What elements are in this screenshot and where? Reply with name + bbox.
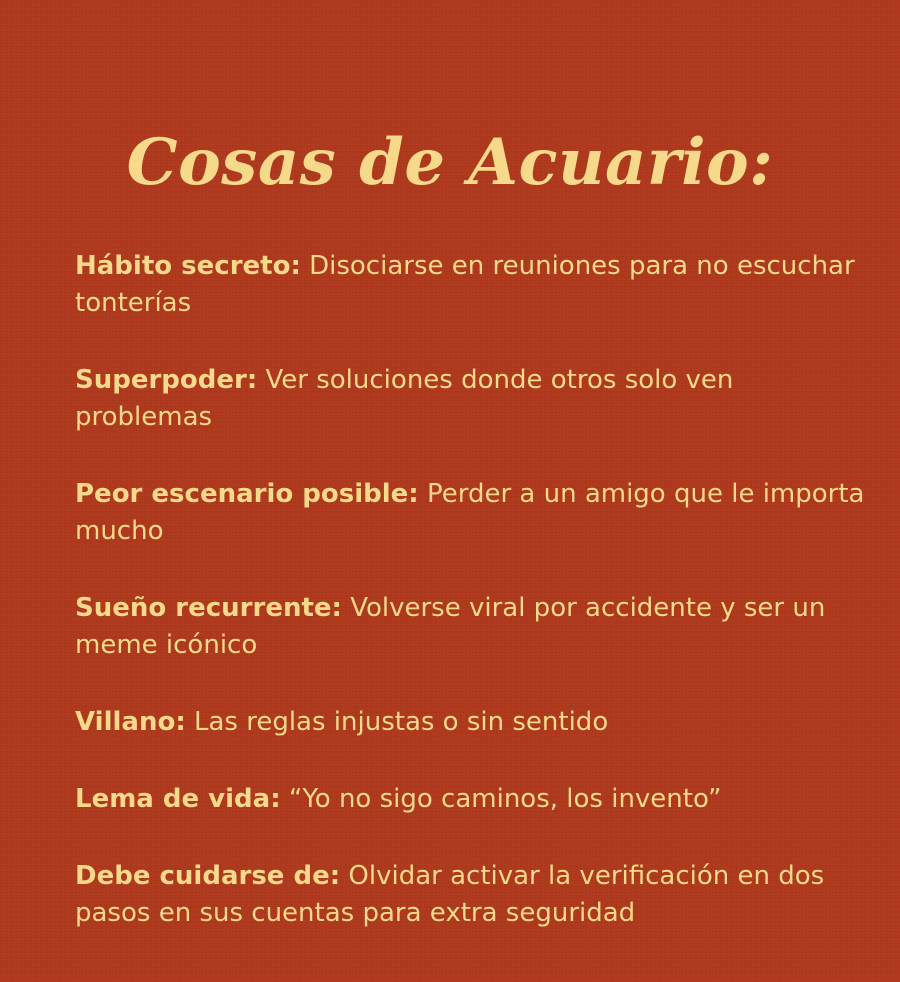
trait-label: Sueño recurrente: [75,593,342,623]
trait-label: Debe cuidarse de: [75,861,341,891]
trait-label: Superpoder: [75,365,258,395]
trait-villano [75,704,865,741]
page-title: Cosas de Acuario: [126,125,774,200]
trait-text: “Yo no sigo caminos, los invento” [288,784,722,814]
trait-text: Las reglas injustas o sin sentido [193,707,609,737]
trait-sueno-recurrente [75,590,865,664]
trait-label: Hábito secreto: [75,251,301,281]
trait-text: Disociarse en reuniones para no escuchar tonterías [75,251,855,318]
trait-superpoder [75,362,865,436]
trait-label: Lema de vida: [75,784,281,814]
trait-peor-escenario [75,476,865,550]
trait-label: Peor escenario posible: [75,479,419,509]
trait-text: Volverse viral por accidente y ser un meme icónico [75,593,826,660]
trait-text: Olvidar activar la verificación en dos pasos en sus cuentas para extra seguridad [75,861,825,928]
trait-lema-de-vida [75,781,865,818]
trait-text: Ver soluciones donde otros solo ven problemas [75,365,734,432]
trait-habito-secreto [75,248,865,322]
traits-list [75,248,865,932]
trait-label: Villano: [75,707,186,737]
trait-debe-cuidarse [75,858,865,932]
trait-text: Perder a un amigo que le importa mucho [75,479,865,546]
